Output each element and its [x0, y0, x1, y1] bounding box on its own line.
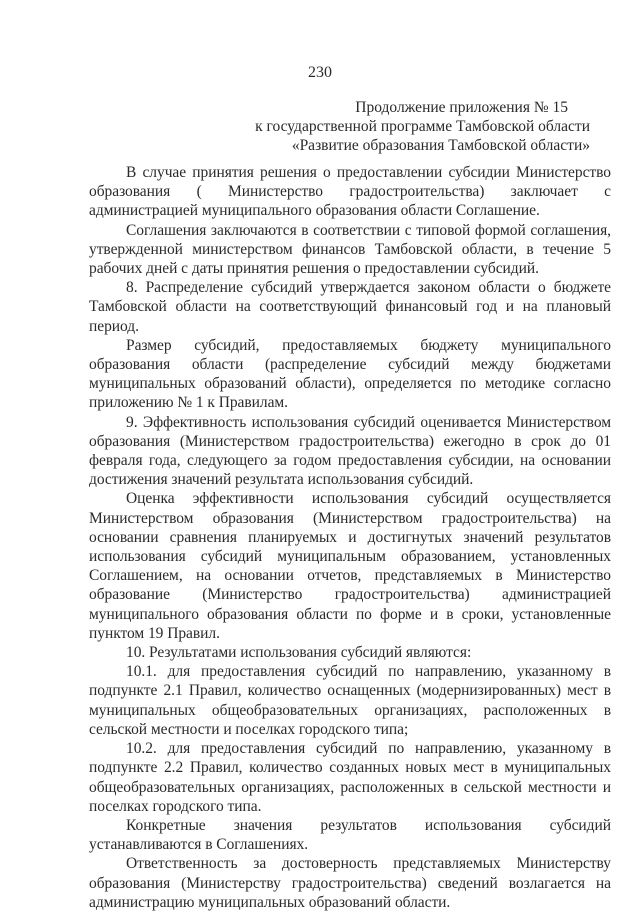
- paragraph-efficiency-evaluation: Оценка эффективности использования субсидий осуществляется Министерством образования (Министерством градостроительства) на основании сравнения планируемых и достигнутых значений результатов использования субсидий муниципальным образованием, установленных Соглашением, на основании отчетов, представляемых в Министерство образование (Министерство градостроительства) администрацией муниципального образования области по форме и в сроки, установленные пунктом 19 Правил.: [89, 490, 611, 642]
- paragraph-item-9: 9. Эффективность использования субсидий оценивается Министерством образования (Министерством градостроительства) ежегодно в срок до 01 февраля года, следующего за годом предоставления субсидии, на основании достижения значений результата использования субсидий.: [89, 413, 611, 489]
- paragraph-item-10: 10. Результатами использования субсидий являются:: [126, 644, 472, 662]
- paragraph-agreement-form: Соглашения заключаются в соответствии с типовой формой соглашения, утвержденной министерством финансов Тамбовской области, в течение 5 рабочих дней с даты принятия решения о предоставлении субсидий.: [89, 221, 611, 278]
- appendix-header-line1: Продолжение приложения № 15: [355, 99, 568, 116]
- paragraph-responsibility: Ответственность за достоверность представляемых Министерству образования (Министерству градостроительства) сведений возлагается на администрацию муниципальных образований области.: [89, 855, 611, 911]
- appendix-header-line2: к государственной программе Тамбовской области: [255, 118, 590, 135]
- paragraph-item-10-2: 10.2. для предоставления субсидий по направлению, указанному в подпункте 2.2 Правил, количество созданных новых мест в муниципальных общеобразовательных организациях, расположенных в сельской местности и поселках городского типа.: [89, 740, 611, 815]
- paragraph-specific-values: Конкретные значения результатов использования субсидий устанавливаются в Соглашениях.: [89, 816, 611, 854]
- paragraph-agreement-decision: В случае принятия решения о предоставлении субсидии Министерство образования ( Министерство градостроительства) заключает с администрацией муниципального образования области Соглашение.: [89, 164, 611, 220]
- page-number: 230: [308, 64, 332, 81]
- paragraph-item-10-1: 10.1. для предоставления субсидий по направлению, указанному в подпункте 2.1 Правил, количество оснащенных (модернизированных) мест в муниципальных общеобразовательных организациях, расположенных в сельской местности и поселках городского типа;: [89, 663, 611, 738]
- appendix-header-line3: «Развитие образования Тамбовской области»: [291, 137, 590, 154]
- appendix-header: [180, 98, 600, 155]
- document-body: [89, 163, 611, 912]
- paragraph-item-8: 8. Распределение субсидий утверждается законом области о бюджете Тамбовской области на соответствующий финансовый год и на плановый период.: [89, 279, 611, 335]
- paragraph-subsidy-size: Размер субсидий, предоставляемых бюджету муниципального образования области (распределение субсидий между бюджетами муниципальных образований области), определяется по методике согласно приложению № 1 к Правилам.: [89, 336, 611, 412]
